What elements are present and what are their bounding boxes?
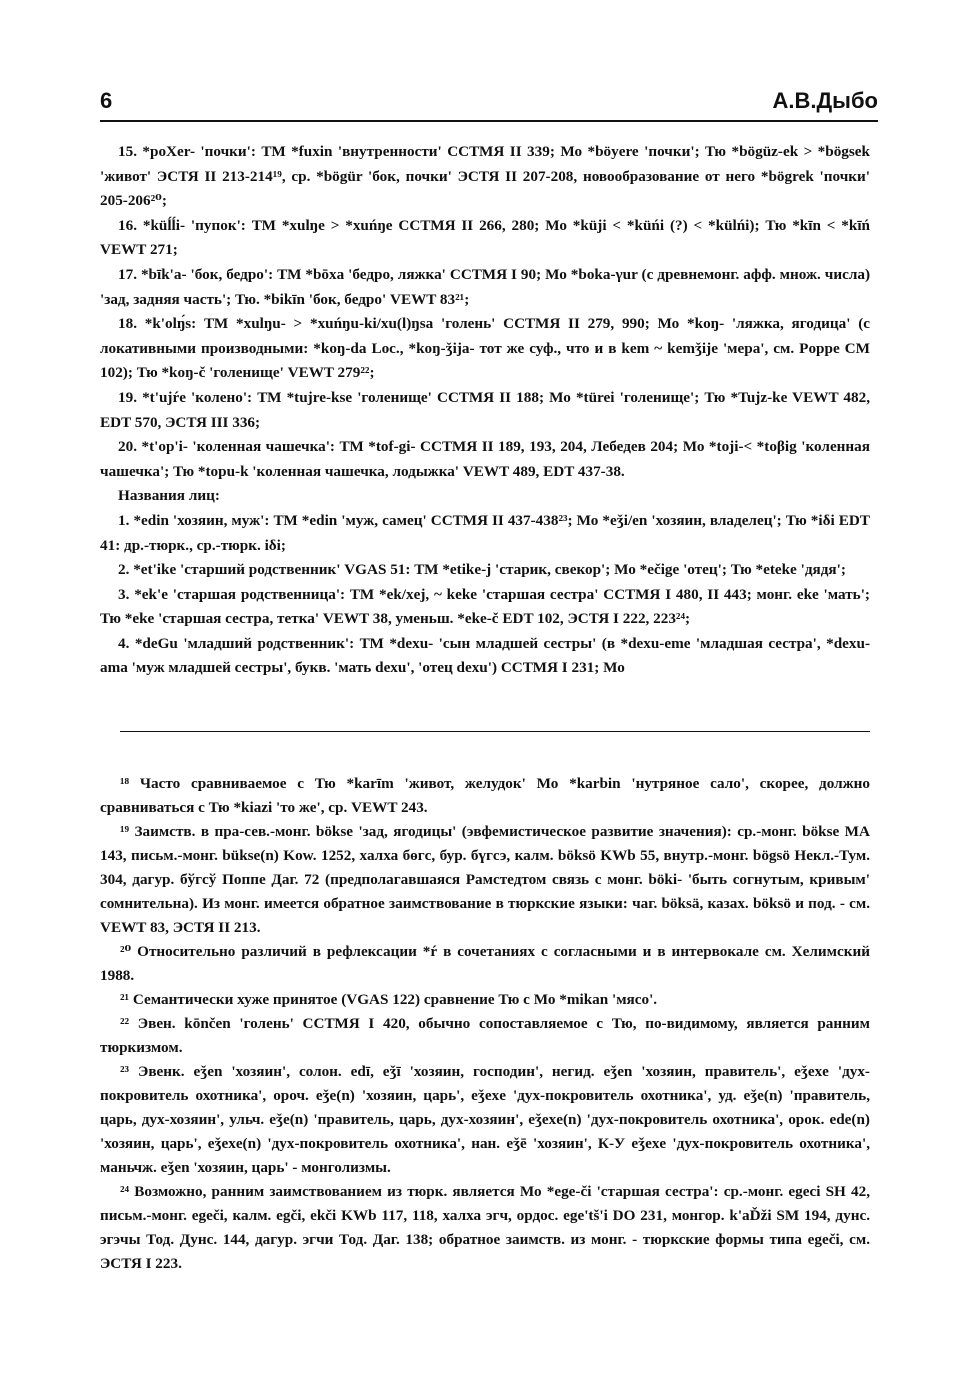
- entry-15: 15. *poXer- 'почки': ТМ *fuxin 'внутренности' ССТМЯ II 339; Мо *böyere 'почки'; Тю *bögüz-ek > *bögsek 'живот' ЭСТЯ II 213-214¹⁹, ср. *bögür 'бок, почки' ЭСТЯ II 207-208, новообразование от него *bögrek 'почки' 205-206²⁰;: [100, 143, 870, 210]
- footnote-21: ²¹ Семантически хуже принятое (VGAS 122) сравнение Тю с Мо *mikan 'мясо'.: [120, 991, 658, 1008]
- entry-17: 17. *bīk'a- 'бок, бедро': ТМ *bōxa 'бедро, ляжка' ССТМЯ I 90; Мо *boka-γur (с древнемонг. афф. множ. числа) 'зад, задняя часть'; Тю. *bikīn 'бок, бедро' VEWT 83²¹;: [100, 265, 870, 308]
- page-header: [100, 88, 878, 122]
- running-head-author: А.В.Дыбо: [772, 88, 878, 113]
- footnote-24: ²⁴ Возможно, ранним заимствованием из тюрк. является Мо *ege-či 'старшая сестра': ср.-монг. egeci SH 42, письм.-монг. egeči, калм. egči, ekči KWb 117, 118, халха эгч, ордос. ege'tš'i DO 231, монгор. k'aĎži SM 194, дунс. эгэчы Тод. Дунс. 144, дагур. эгчи Тод. Даг. 138; обратное заимств. из монг. - тюркские формы типа egeči, см. ЭСТЯ I 223.: [100, 1183, 870, 1272]
- footnote-separator: [120, 731, 870, 732]
- entry-19: 19. *t'ujŕe 'колено': ТМ *tujre-kse 'голенище' ССТМЯ II 188; Мо *türei 'голенище'; Тю *Tujz-ke VEWT 482, EDT 570, ЭСТЯ III 336;: [100, 388, 870, 431]
- kin-entry-3: 3. *ek'e 'старшая родственница': ТМ *ek/xej, ~ keke 'старшая сестра' ССТМЯ I 480, II 443; монг. eke 'мать'; Тю *eke 'старшая сестра, тетка' VEWT 38, уменьш. *eke-č EDT 102, ЭСТЯ I 222, 223²⁴;: [100, 585, 870, 628]
- entry-20: 20. *t'op'i- 'коленная чашечка': ТМ *tof-gi- ССТМЯ II 189, 193, 204, Лебедев 204; Мо *toji-< *toβig 'коленная чашечка'; Тю *topu-k 'коленная чашечка, лодыжка' VEWT 489, EDT 437-38.: [100, 438, 870, 480]
- footnote-23: ²³ Эвенк. eǯen 'хозяин', солон. edī, eǯī 'хозяин, господин', негид. eǯen 'хозяин, правитель', eǯexe 'дух-покровитель охотника', ороч. eǯe(n) 'хозяин, царь', eǯexe 'дух-покровитель охотника', уд. eǯe(n) 'правитель, царь, дух-хозяин', ульч. eǯe(n) 'правитель, царь, дух-хозяин', eǯexe(n) 'дух-покровитель охотника', орок. ede(n) 'хозяин, царь', eǯexe(n) 'дух-покровитель охотника', нан. eǯē 'хозяин', К-У eǯexe 'дух-покровитель охотника', маньчж. eǯen 'хозяин, царь' - монголизмы.: [100, 1063, 870, 1176]
- footnote-18: ¹⁸ Часто сравниваемое с Тю *karīm 'живот, желудок' Мо *karbin 'нутряное сало', скорее, должно сравниваться с Тю *kiazi 'то же', ср. VEWT 243.: [100, 775, 870, 816]
- footnote-20: ²⁰ Относительно различий в рефлексации *ŕ в сочетаниях с согласными и в интервокале см. Хелимский 1988.: [100, 943, 870, 984]
- kin-entry-2: 2. *et'ike 'старший родственник' VGAS 51: ТМ *etike-j 'старик, свекор'; Мо *ečige 'отец'; Тю *eteke 'дядя';: [118, 561, 846, 579]
- kin-entry-1: 1. *edin 'хозяин, муж': ТМ *edin 'муж, самец' ССТМЯ II 437-438²³; Мо *eǯi/en 'хозяин, владелец'; Тю *iδi EDT 41: др.-тюрк., ср.-тюрк. iδi;: [100, 511, 870, 554]
- page-number: 6: [100, 88, 113, 113]
- entry-18: 18. *k'olŋ́s: ТМ *xulŋu- > *xuńŋu-ki/xu(l)ŋsa 'голень' ССТМЯ II 279, 990; Мо *koŋ- 'ляжка, ягодица' (с локативными производными: *koŋ-da Loc., *koŋ-ǯija- тот же суф., что и в kem ~ kemǯije 'мера', см. Poppe CM 102); Тю *koŋ-č 'голенище' VEWT 279²²;: [100, 315, 870, 382]
- main-text: [100, 140, 870, 681]
- section-heading-kinship: Названия лиц:: [118, 487, 220, 505]
- footnotes: [100, 772, 870, 1276]
- footnote-19: ¹⁹ Заимств. в пра-сев.-монг. bökse 'зад, ягодицы' (эвфемистическое развитие значения): ср.-монг. bökse MA 143, письм.-монг. bükse(n) Kow. 1252, халха бөгс, бур. бүгсэ, калм. böksö KWb 55, внутр.-монг. bögsö Некл.-Тум. 304, дагур. бўгсў Поппе Даг. 72 (предполагавшаяся Рамстедтом связь с монг. böki- 'быть согнутым, кривым' сомнительна). Из монг. имеется обратное заимствование в тюркские языки: чаг. böksä, казах. böksö и под. - см. VEWT 83, ЭСТЯ II 213.: [100, 823, 870, 936]
- kin-entry-4: 4. *deGu 'младший родственник': ТМ *dexu- 'сын младшей сестры' (в *dexu-eme 'младшая сестра', *dexu-ama 'муж младшей сестры', букв. 'мать dexu', 'отец dexu') ССТМЯ I 231; Мо: [100, 634, 870, 677]
- footnote-22: ²² Эвен. kōnčen 'голень' ССТМЯ I 420, обычно сопоставляемое с Тю, по-видимому, является ранним тюркизмом.: [100, 1015, 870, 1056]
- entry-16: 16. *küĺĺi- 'пупок': ТМ *xulŋe > *xuńŋe ССТМЯ II 266, 280; Мо *küji < *küńi (?) < *külńi); Тю *kīn < *kīń VEWT 271;: [100, 216, 870, 259]
